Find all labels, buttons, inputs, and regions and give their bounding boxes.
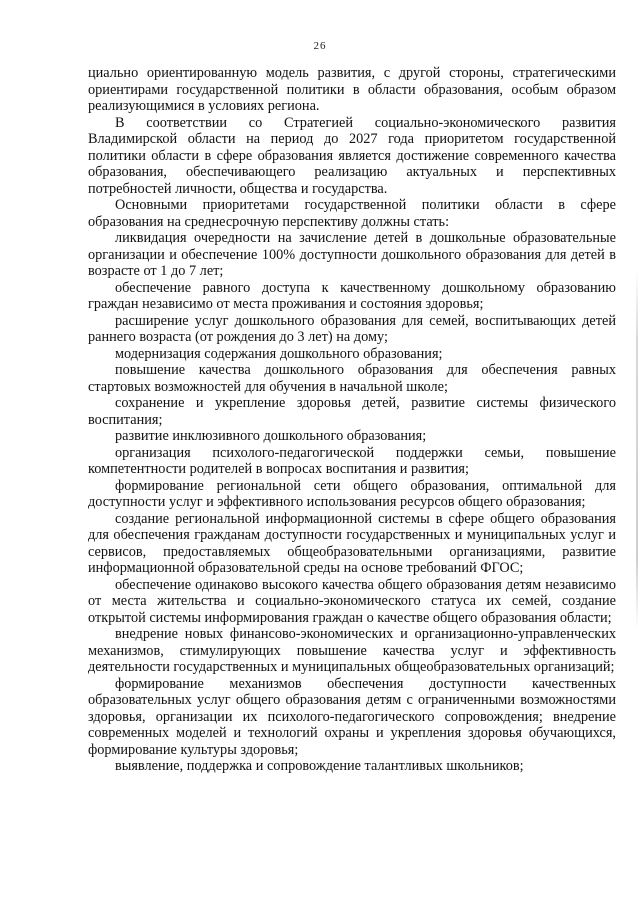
list-item: выявление, поддержка и сопровождение талантливых школьников; (115, 758, 524, 774)
list-item: внедрение новых финансово-экономических и организационно-управленческих механизмов, стимулирующих повышение качества услуг и эффективность деятельности государственных и муниципальных общеобразовательных организаций; (88, 626, 616, 675)
page-number: 26 (313, 40, 327, 52)
list-item: развитие инклюзивного дошкольного образования; (115, 428, 427, 444)
list-item: создание региональной информационной системы в сфере общего образования для обеспечения гражданам доступности государственных и муниципальных услуг и сервисов, предоставляемых общеобразовательными организациями, развитие информационной образовательной среды на основе требований ФГОС; (88, 510, 616, 576)
document-body (88, 65, 616, 775)
list-item: формирование механизмов обеспечения доступности качественных образовательных услуг общего образования детям с ограниченными возможностями здоровья, организации их психолого-педагогического сопровождения; внедрение современных моделей и технологий охраны и укрепления здоровья обучающихся, формирование культуры здоровья; (88, 675, 616, 758)
list-item: сохранение и укрепление здоровья детей, развитие системы физического воспитания; (88, 395, 616, 428)
list-item: расширение услуг дошкольного образования для семей, воспитывающих детей раннего возраста (от рождения до 3 лет) на дому; (88, 312, 616, 345)
list-item: обеспечение одинаково высокого качества общего образования детям независимо от места жительства и социально-экономического статуса их семей, создание открытой системы информирования граждан о качестве общего образования области; (88, 576, 616, 626)
list-item: формирование региональной сети общего образования, оптимальной для доступности услуг и эффективного использования ресурсов общего образования; (88, 477, 616, 510)
paragraph-continuation: циально ориентированную модель развития, с другой стороны, стратегическими ориентирами государственной политики в области образования, особым образом реализующимися в условиях региона. (88, 65, 616, 114)
list-item: модернизация содержания дошкольного образования; (115, 345, 443, 362)
paragraph-strategy: В соответствии со Стратегией социально-экономического развития Владимирской области на период до 2027 года приоритетом государственной политики области в сфере образования является достижение современного качества образования, обеспечивающего реализацию актуальных и перспективных потребностей личности, общества и государства. (88, 114, 616, 197)
list-item: повышение качества дошкольного образования для обеспечения равных стартовых возможностей для обучения в начальной школе; (88, 362, 616, 395)
list-item: ликвидация очередности на зачисление детей в дошкольные образовательные организации и обеспечение 100% доступности дошкольного образования для детей в возрасте от 1 до 7 лет; (88, 230, 616, 279)
paragraph-priorities-intro: Основными приоритетами государственной политики области в сфере образования на среднесрочную перспективу должны стать: (88, 197, 616, 230)
list-item: обеспечение равного доступа к качественному дошкольному образованию граждан независимо от места проживания и состояния здоровья; (88, 279, 616, 312)
scan-edge-shadow (636, 270, 638, 630)
list-item: организация психолого-педагогической поддержки семьи, повышение компетентности родителей в вопросах воспитания и развития; (88, 444, 616, 477)
